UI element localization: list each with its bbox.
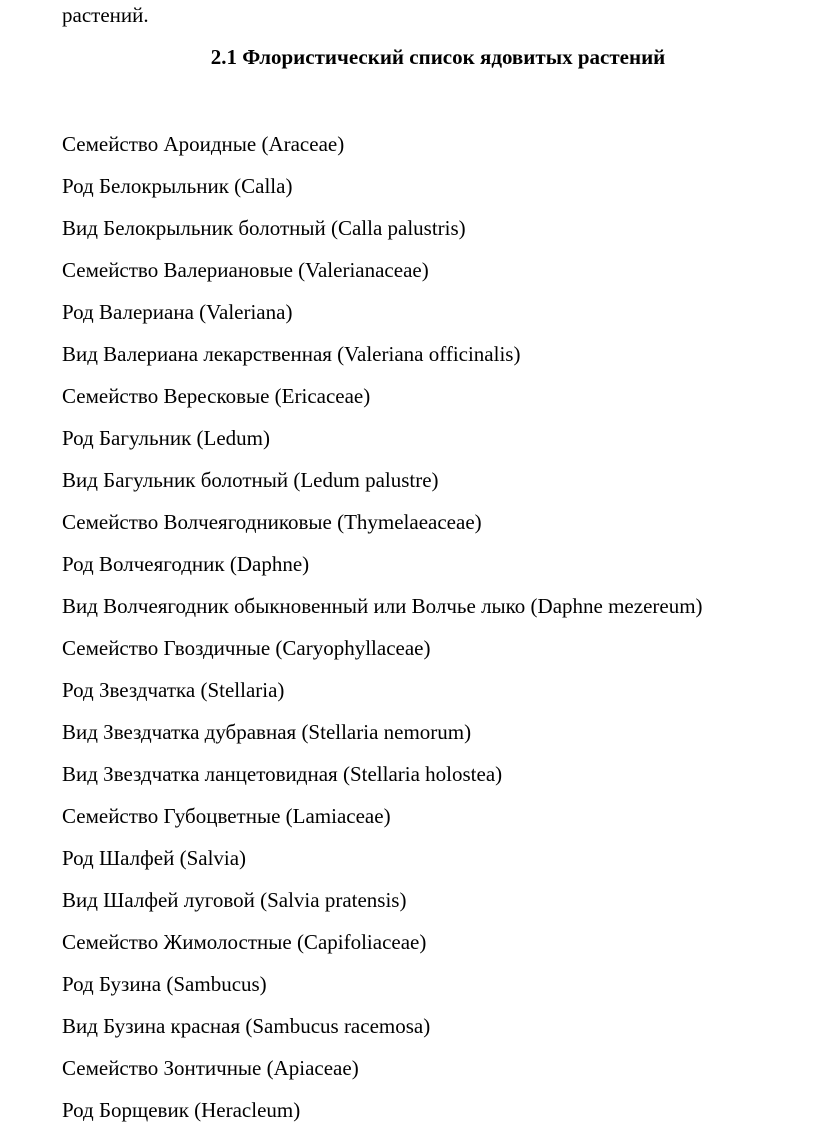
list-item: Вид Багульник болотный (Ledum palustre) [62,468,439,492]
list-item: Вид Валериана лекарственная (Valeriana officinalis) [62,342,521,366]
list-item: Семейство Гвоздичные (Caryophyllaceae) [62,636,431,660]
list-item: Семейство Зонтичные (Apiaceae) [62,1056,359,1080]
list-item: Род Бузина (Sambucus) [62,972,267,996]
list-item: Вид Шалфей луговой (Salvia pratensis) [62,888,407,912]
list-item: Род Багульник (Ledum) [62,426,271,450]
list-item: Семейство Валериановые (Valerianaceae) [62,258,429,282]
list-item: Семейство Ароидные (Araceae) [62,132,345,156]
list-item: Вид Бузина красная (Sambucus racemosa) [62,1014,431,1038]
list-item: Род Валериана (Valeriana) [62,300,293,324]
list-item: Семейство Губоцветные (Lamiaceae) [62,804,391,828]
list-item: Семейство Волчеягодниковые (Thymelaeaceae) [62,510,482,534]
list-item: Род Звездчатка (Stellaria) [62,678,285,702]
plant-list [62,131,703,1139]
list-item: Род Шалфей (Salvia) [62,846,247,870]
list-item: Род Борщевик (Heracleum) [62,1098,301,1122]
list-item: Семейство Жимолостные (Capifoliaceae) [62,930,427,954]
list-item: Вид Волчеягодник обыкновенный или Волчье лыко (Daphne mezereum) [62,594,703,618]
section-heading: 2.1 Флористический список ядовитых растений [210,45,666,69]
list-item: Вид Белокрыльник болотный (Calla palustris) [62,216,466,240]
list-item: Род Волчеягодник (Daphne) [62,552,310,576]
list-item: Вид Звездчатка ланцетовидная (Stellaria holostea) [62,762,503,786]
list-item: Род Белокрыльник (Calla) [62,174,293,198]
continued-text: растений. [62,3,149,27]
list-item: Семейство Вересковые (Ericaceae) [62,384,371,408]
list-item: Вид Звездчатка дубравная (Stellaria nemorum) [62,720,472,744]
